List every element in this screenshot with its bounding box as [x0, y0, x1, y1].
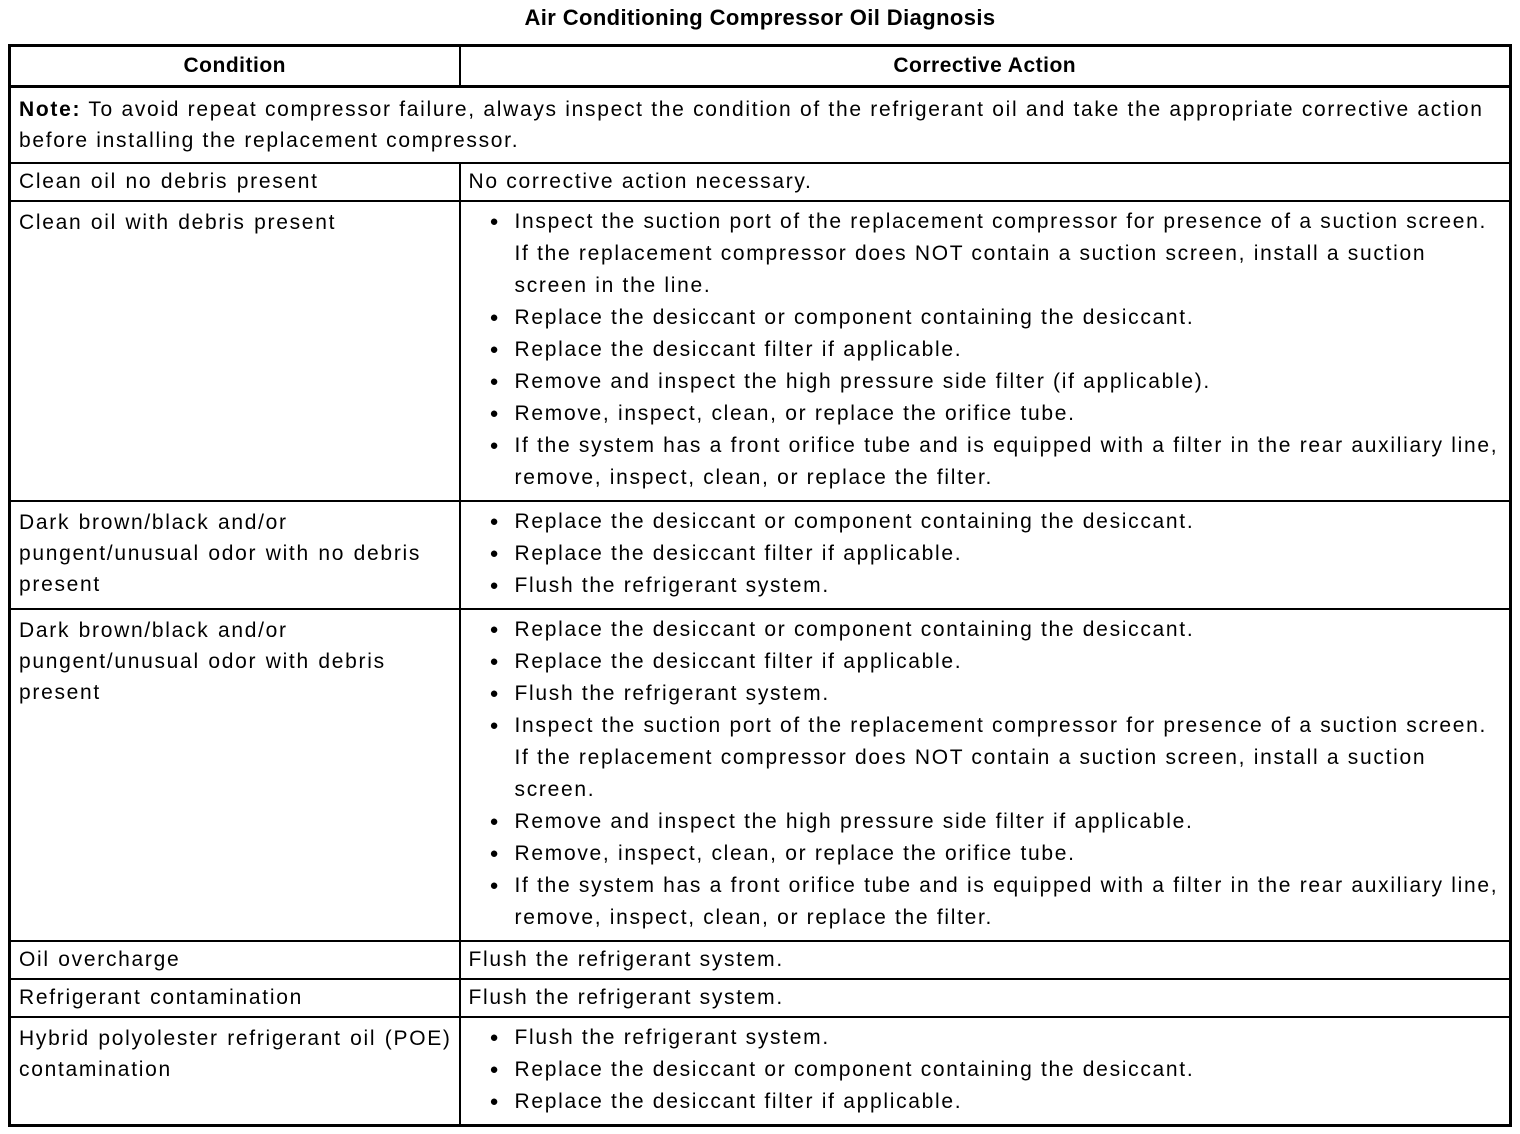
note-label: Note: — [19, 98, 82, 121]
action-item — [469, 506, 1505, 538]
action-text: Inspect the suction port of the replacement compressor for presence of a suction screen. If the replacement compressor does NOT contain a suction screen, install a suction screen in the line. — [514, 210, 1488, 297]
action-item — [469, 538, 1505, 570]
condition-cell: Clean oil no debris present — [10, 163, 460, 201]
action-list — [469, 614, 1505, 934]
bullet-icon: ● — [489, 877, 499, 894]
action-text: Replace the desiccant filter if applicable. — [514, 338, 963, 361]
bullet-icon: ● — [489, 813, 499, 830]
action-text: Flush the refrigerant system. — [514, 574, 830, 597]
table-row — [10, 609, 1511, 941]
action-text: Replace the desiccant or component containing the desiccant. — [514, 618, 1195, 641]
action-item — [469, 710, 1505, 806]
condition-cell: Oil overcharge — [10, 941, 460, 979]
bullet-icon: ● — [489, 545, 499, 562]
condition-cell: Dark brown/black and/or pungent/unusual odor with debris present — [10, 609, 460, 941]
bullet-icon: ● — [489, 513, 499, 530]
bullet-icon: ● — [489, 373, 499, 390]
action-cell — [460, 501, 1511, 609]
action-item — [469, 206, 1505, 302]
action-item — [469, 430, 1505, 494]
bullet-icon: ● — [489, 1061, 499, 1078]
bullet-icon: ● — [489, 405, 499, 422]
table-row — [10, 163, 1511, 201]
header-row — [10, 46, 1511, 87]
note-text: To avoid repeat compressor failure, always inspect the condition of the refrigerant oil and take the appropriate corrective action before installing the replacement compressor. — [19, 98, 1484, 152]
page-title: Air Conditioning Compressor Oil Diagnosis — [524, 5, 996, 30]
action-text: Remove, inspect, clean, or replace the orifice tube. — [514, 842, 1076, 865]
action-item — [469, 838, 1505, 870]
bullet-icon: ● — [489, 437, 499, 454]
action-text: Replace the desiccant or component containing the desiccant. — [514, 1058, 1195, 1081]
action-item — [469, 334, 1505, 366]
diagnosis-table — [8, 44, 1512, 1127]
table-row — [10, 979, 1511, 1017]
table-row — [10, 501, 1511, 609]
action-text: Replace the desiccant or component containing the desiccant. — [514, 510, 1195, 533]
action-text: Remove and inspect the high pressure side filter (if applicable). — [514, 370, 1211, 393]
action-text: If the system has a front orifice tube and is equipped with a filter in the rear auxiliary line, remove, inspect, clean, or replace the filter. — [514, 434, 1499, 489]
action-item — [469, 678, 1505, 710]
action-list — [469, 1022, 1505, 1118]
note-row — [10, 87, 1511, 164]
condition-cell: Dark brown/black and/or pungent/unusual odor with no debris present — [10, 501, 460, 609]
action-cell — [460, 941, 1511, 979]
action-item — [469, 366, 1505, 398]
condition-cell: Hybrid polyolester refrigerant oil (POE) contamination — [10, 1017, 460, 1126]
bullet-icon: ● — [489, 213, 499, 230]
table-row — [10, 201, 1511, 501]
bullet-icon: ● — [489, 341, 499, 358]
bullet-icon: ● — [489, 845, 499, 862]
action-list — [469, 206, 1505, 494]
action-text: Remove, inspect, clean, or replace the orifice tube. — [514, 402, 1076, 425]
condition-cell: Clean oil with debris present — [10, 201, 460, 501]
action-text: Inspect the suction port of the replacement compressor for presence of a suction screen. If the replacement compressor does NOT contain a suction screen, install a suction screen. — [514, 714, 1488, 801]
action-cell — [460, 979, 1511, 1017]
action-item — [469, 614, 1505, 646]
action-cell — [460, 1017, 1511, 1126]
bullet-icon: ● — [489, 1029, 499, 1046]
action-cell — [460, 163, 1511, 201]
bullet-icon: ● — [489, 685, 499, 702]
action-item — [469, 806, 1505, 838]
table-row — [10, 941, 1511, 979]
action-item — [469, 570, 1505, 602]
table-row — [10, 1017, 1511, 1126]
note-cell — [10, 87, 1511, 164]
column-header-corrective-action: Corrective Action — [460, 46, 1511, 87]
action-item — [469, 1022, 1505, 1054]
bullet-icon: ● — [489, 1093, 499, 1110]
action-text: Flush the refrigerant system. — [514, 682, 830, 705]
action-cell — [460, 201, 1511, 501]
action-item — [469, 1086, 1505, 1118]
action-list — [469, 506, 1505, 602]
action-text: If the system has a front orifice tube and is equipped with a filter in the rear auxiliary line, remove, inspect, clean, or replace the filter. — [514, 874, 1499, 929]
action-text: Replace the desiccant filter if applicable. — [514, 542, 963, 565]
action-item — [469, 302, 1505, 334]
bullet-icon: ● — [489, 717, 499, 734]
action-item — [469, 646, 1505, 678]
bullet-icon: ● — [489, 621, 499, 638]
action-text: Flush the refrigerant system. — [514, 1026, 830, 1049]
column-header-condition: Condition — [10, 46, 460, 87]
action-text: Replace the desiccant or component containing the desiccant. — [514, 306, 1195, 329]
action-text: Replace the desiccant filter if applicable. — [514, 650, 963, 673]
action-text: Replace the desiccant filter if applicable. — [514, 1090, 963, 1113]
action-cell — [460, 609, 1511, 941]
action-text: Flush the refrigerant system. — [468, 948, 784, 971]
condition-cell: Refrigerant contamination — [10, 979, 460, 1017]
bullet-icon: ● — [489, 577, 499, 594]
action-text: Flush the refrigerant system. — [468, 986, 784, 1009]
action-item — [469, 398, 1505, 430]
action-item — [469, 870, 1505, 934]
action-item — [469, 1054, 1505, 1086]
action-text: No corrective action necessary. — [468, 170, 813, 193]
bullet-icon: ● — [489, 309, 499, 326]
bullet-icon: ● — [489, 653, 499, 670]
action-text: Remove and inspect the high pressure side filter if applicable. — [514, 810, 1194, 833]
